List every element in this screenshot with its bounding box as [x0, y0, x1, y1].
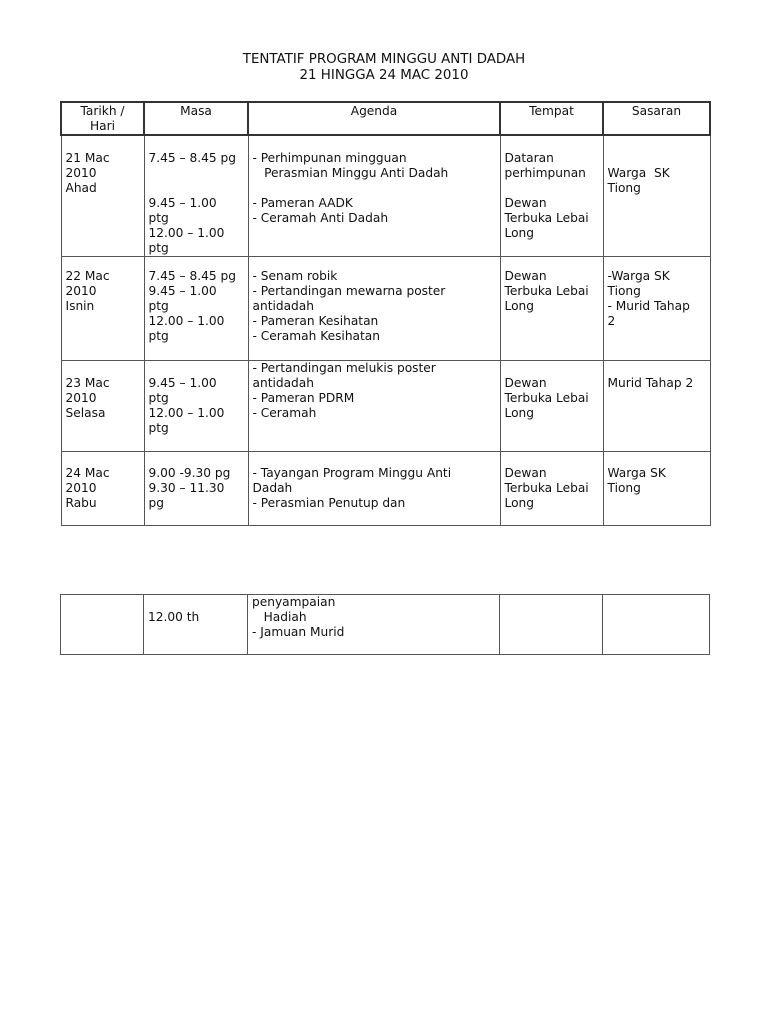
cell-agenda: penyampaian Hadiah - Jamuan Murid: [248, 595, 500, 655]
header-masa: Masa: [144, 102, 248, 135]
table-row: [61, 135, 710, 257]
cell-sasaran: Murid Tahap 2: [603, 361, 710, 452]
cell-sasaran: [603, 595, 710, 655]
table-row: [61, 361, 710, 452]
cell-sasaran: -Warga SK Tiong - Murid Tahap 2: [603, 257, 710, 361]
cell-tarikh: 22 Mac 2010 Isnin: [61, 257, 144, 361]
table-header-row: [61, 102, 710, 135]
document-title: [0, 52, 768, 84]
cell-agenda: - Senam robik - Pertandingan mewarna poster antidadah - Pameran Kesihatan - Ceramah Kesihatan: [248, 257, 500, 361]
title-line-1: TENTATIF PROGRAM MINGGU ANTI DADAH: [242, 52, 526, 67]
cell-masa: 12.00 th: [144, 595, 248, 655]
cell-agenda: - Perhimpunan mingguan Perasmian Minggu Anti Dadah - Pameran AADK - Ceramah Anti Dadah: [248, 135, 500, 257]
schedule-table: [60, 101, 711, 526]
cell-tarikh: 21 Mac 2010 Ahad: [61, 135, 144, 257]
cell-masa: 7.45 – 8.45 pg 9.45 – 1.00 ptg 12.00 – 1.00 ptg: [144, 135, 248, 257]
cell-agenda: - Tayangan Program Minggu Anti Dadah - Perasmian Penutup dan: [248, 452, 500, 526]
schedule-table-continuation: [60, 594, 710, 655]
table-row: [61, 452, 710, 526]
header-sasaran: Sasaran: [603, 102, 710, 135]
header-tempat: Tempat: [500, 102, 603, 135]
cell-masa: 9.00 -9.30 pg 9.30 – 11.30 pg: [144, 452, 248, 526]
title-line-2: 21 HINGGA 24 MAC 2010: [299, 68, 469, 83]
table-row: [61, 595, 710, 655]
cell-tarikh: 24 Mac 2010 Rabu: [61, 452, 144, 526]
header-agenda: Agenda: [248, 102, 500, 135]
cell-tempat: Dewan Terbuka Lebai Long: [500, 452, 603, 526]
cell-tempat: Dewan Terbuka Lebai Long: [500, 257, 603, 361]
cell-masa: 9.45 – 1.00 ptg 12.00 – 1.00 ptg: [144, 361, 248, 452]
cell-tempat: [500, 595, 603, 655]
cell-sasaran: Warga SK Tiong: [603, 452, 710, 526]
cell-agenda: - Pertandingan melukis poster antidadah - Pameran PDRM - Ceramah: [248, 361, 500, 452]
cell-tempat: Dewan Terbuka Lebai Long: [500, 361, 603, 452]
table-row: [61, 257, 710, 361]
cell-tarikh: 23 Mac 2010 Selasa: [61, 361, 144, 452]
cell-masa: 7.45 – 8.45 pg 9.45 – 1.00 ptg 12.00 – 1.00 ptg: [144, 257, 248, 361]
header-tarikh: Tarikh / Hari: [61, 102, 144, 135]
cell-tarikh: [61, 595, 144, 655]
cell-sasaran: Warga SK Tiong: [603, 135, 710, 257]
cell-tempat: Dataran perhimpunan Dewan Terbuka Lebai Long: [500, 135, 603, 257]
